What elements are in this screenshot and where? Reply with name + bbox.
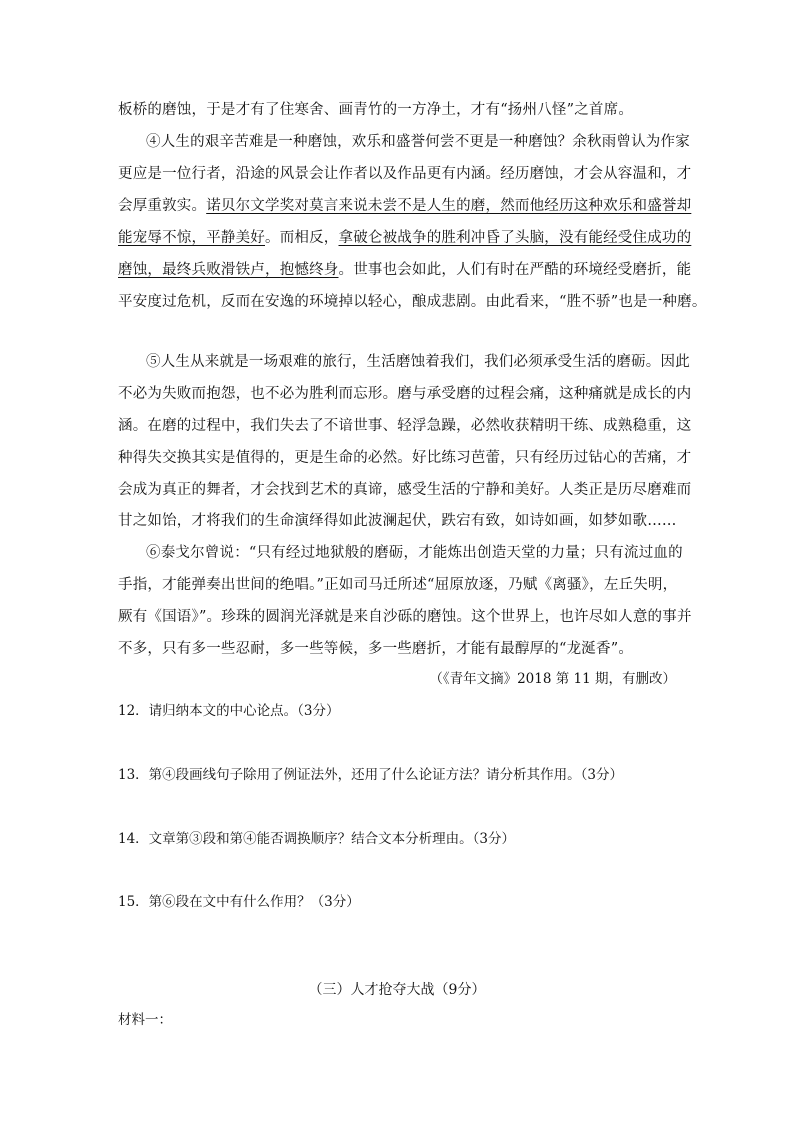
p5-line-1: ⑤人生从来就是一场艰难的旅行，生活磨蚀着我们，我们必须承受生活的磨砺。因此: [146, 354, 690, 370]
p6-line-4: 不多，只有多一些忍耐，多一些等候，多一些磨折，才能有最醇厚的“龙涎香”。: [118, 641, 634, 657]
p6-line-2: 手指，才能弹奏出世间的绝唱。”正如司马迁所述“屈原放逐，乃赋《离骚》，左丘失明，: [118, 577, 678, 593]
question-12: 12．请归纳本文的中心论点。（3分）: [118, 703, 340, 719]
paragraph-3-tail: 板桥的磨蚀，于是才有了住寒舍、画青竹的一方净土，才有“扬州八怪”之首席。: [118, 102, 634, 118]
p4-l3-underlined: 诺贝尔文学奖对莫言来说未尝不是人生的磨，然而他经历这种欢乐和盛誉却: [206, 198, 692, 214]
question-15: 15．第⑥段在文中有什么作用？（3分）: [118, 894, 360, 910]
p5-line-4: 种得失交换其实是值得的，更是生命的必然。好比练习芭蕾，只有经历过钻心的苦痛，才: [118, 450, 692, 466]
p4-line-1: ④人生的艰辛苦难是一种磨蚀，欢乐和盛誉何尝不更是一种磨蚀？余秋雨曾认为作家: [146, 134, 690, 150]
p4-l3-text: 会厚重敦实。: [118, 198, 207, 214]
question-13: 13．第④段画线句子除用了例证法外，还用了什么论证方法？请分析其作用。（3分）: [118, 767, 624, 783]
p4-l4-underlined-2: 拿破仑被战争的胜利冲昏了头脑，没有能经受住成功的: [338, 230, 692, 246]
p4-line-6: 平安度过危机，反而在安逸的环境掉以轻心，酿成悲剧。由此看来，“胜不骄”也是一种磨。: [118, 294, 707, 310]
p4-l4-underlined: 能宠辱不惊，平静美好: [118, 230, 265, 246]
p4-l4-text: 。而相反，: [265, 230, 339, 246]
section-title: （三）人才抢夺大战（9分）: [308, 982, 486, 998]
p4-l5-underlined: 磨蚀，最终兵败滑铁卢，抱憾终身: [118, 262, 339, 278]
question-14: 14．文章第③段和第④能否调换顺序？结合文本分析理由。（3分）: [118, 831, 516, 847]
p4-line-5: [118, 260, 692, 280]
p4-line-3: [118, 196, 692, 216]
p5-line-3: 涵。在磨的过程中，我们失去了不谙世事、轻浮急躁，必然收获精明干练、成熟稳重，这: [118, 418, 692, 434]
p4-l5-text: 。世事也会如此，人们有时在严酷的环境经受磨折，能: [338, 262, 692, 278]
p6-line-1: ⑥泰戈尔曾说：“只有经过地狱般的磨砺，才能炼出创造天堂的力量；只有流过血的: [146, 545, 683, 561]
p5-line-5: 会成为真正的舞者，才会找到艺术的真谛，感受生活的宁静和美好。人类正是历尽磨难而: [118, 482, 692, 498]
p5-line-2: 不必为失败而抱怨，也不必为胜利而忘形。磨与承受磨的过程会痛，这种痛就是成长的内: [118, 386, 692, 402]
p4-line-2: 更应是一位行者，沿途的风景会让作者以及作品更有内涵。经历磨蚀，才会从容温和，才: [118, 166, 692, 182]
material-label: 材料一：: [118, 1012, 172, 1028]
source-citation: （《青年文摘》2018 第 11 期，有删改）: [429, 671, 676, 687]
p6-line-3: 厥有《国语》”。珍珠的圆润光泽就是来自沙砾的磨蚀。这个世界上，也许尽如人意的事并: [118, 609, 692, 625]
p5-line-6: 甘之如饴，才将我们的生命演绎得如此波澜起伏，跌宕有致，如诗如画，如梦如歌……: [118, 513, 677, 529]
p4-line-4: [118, 228, 692, 248]
